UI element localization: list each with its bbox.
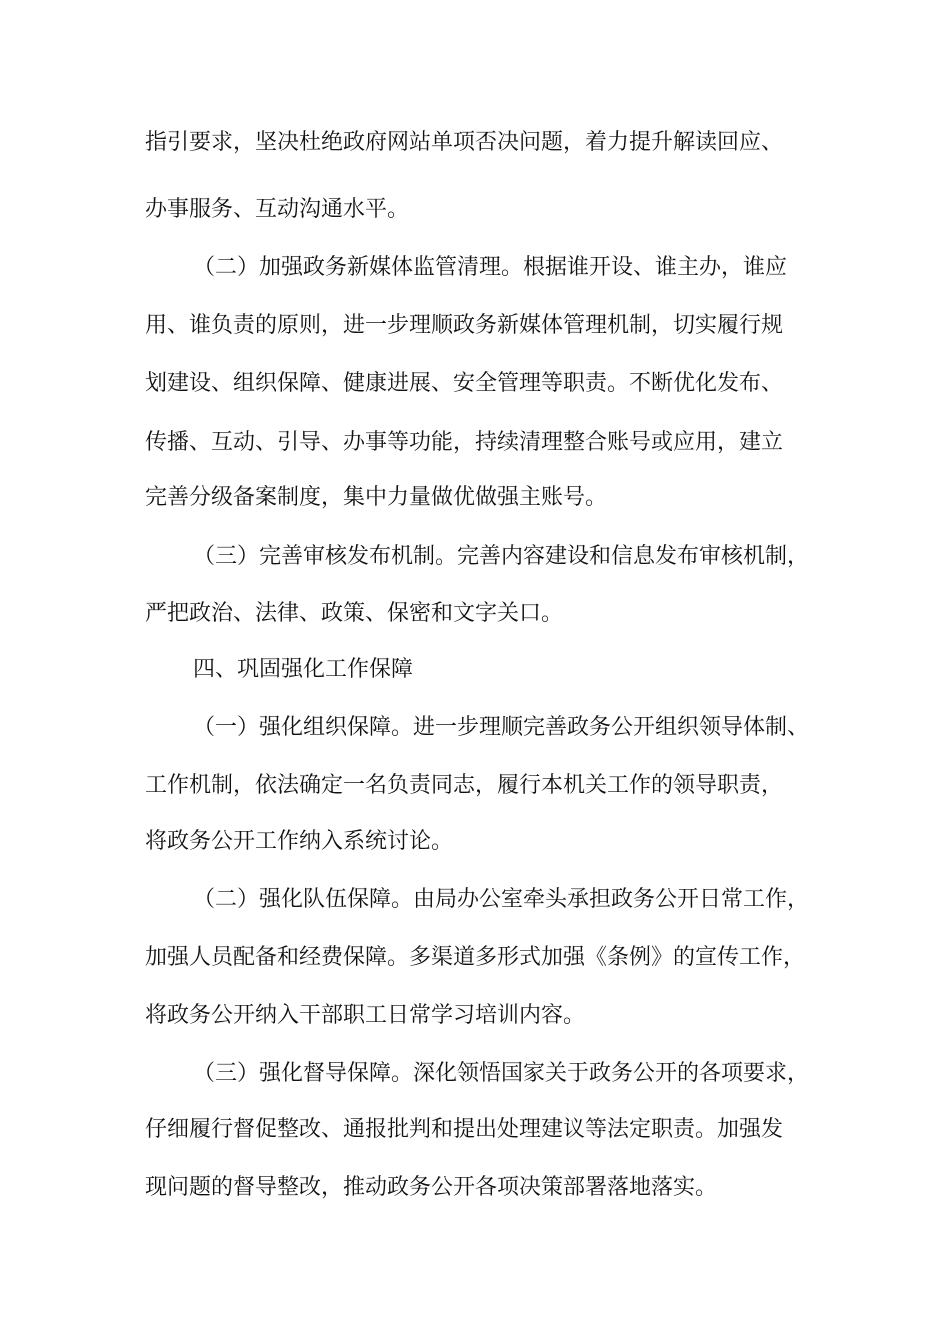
text-line: 用、谁负责的原则，进一步理顺政务新媒体管理机制，切实履行规 [145,313,784,338]
text-line: 指引要求，坚决杜绝政府网站单项否决问题，着力提升解读回应、 [145,130,784,155]
text-line: 将政务公开纳入干部职工日常学习培训内容。 [145,1003,586,1028]
text-line: 办事服务、互动沟通水平。 [145,197,410,222]
text-line: （二）强化队伍保障。由局办公室牵头承担政务公开日常工作， [193,887,810,912]
text-line: （二）加强政务新媒体监管清理。根据谁开设、谁主办，谁应 [193,255,788,280]
text-line: 划建设、组织保障、健康进展、安全管理等职责。不断优化发布、 [145,371,784,396]
text-line: （三）强化督导保障。深化领悟国家关于政务公开的各项要求， [193,1061,810,1086]
section-heading: 四、巩固强化工作保障 [193,657,414,682]
text-line: 完善分级备案制度，集中力量做优做强主账号。 [145,485,608,510]
text-line: （三）完善审核发布机制。完善内容建设和信息发布审核机制， [193,544,810,569]
text-line: 现问题的督导整改，推动政务公开各项决策部署落地落实。 [145,1175,718,1200]
text-line: 加强人员配备和经费保障。多渠道多形式加强《条例》的宣传工作， [145,945,806,970]
text-line: 严把政治、法律、政策、保密和文字关口。 [145,601,564,626]
text-line: 传播、互动、引导、办事等功能，持续清理整合账号或应用，建立 [145,430,784,455]
text-line: （一）强化组织保障。进一步理顺完善政务公开组织领导体制、 [193,715,810,740]
text-line: 将政务公开工作纳入系统讨论。 [145,829,454,854]
text-line: 工作机制，依法确定一名负责同志，履行本机关工作的领导职责， [145,773,784,798]
text-line: 仔细履行督促整改、通报批判和提出处理建议等法定职责。加强发 [145,1117,784,1142]
